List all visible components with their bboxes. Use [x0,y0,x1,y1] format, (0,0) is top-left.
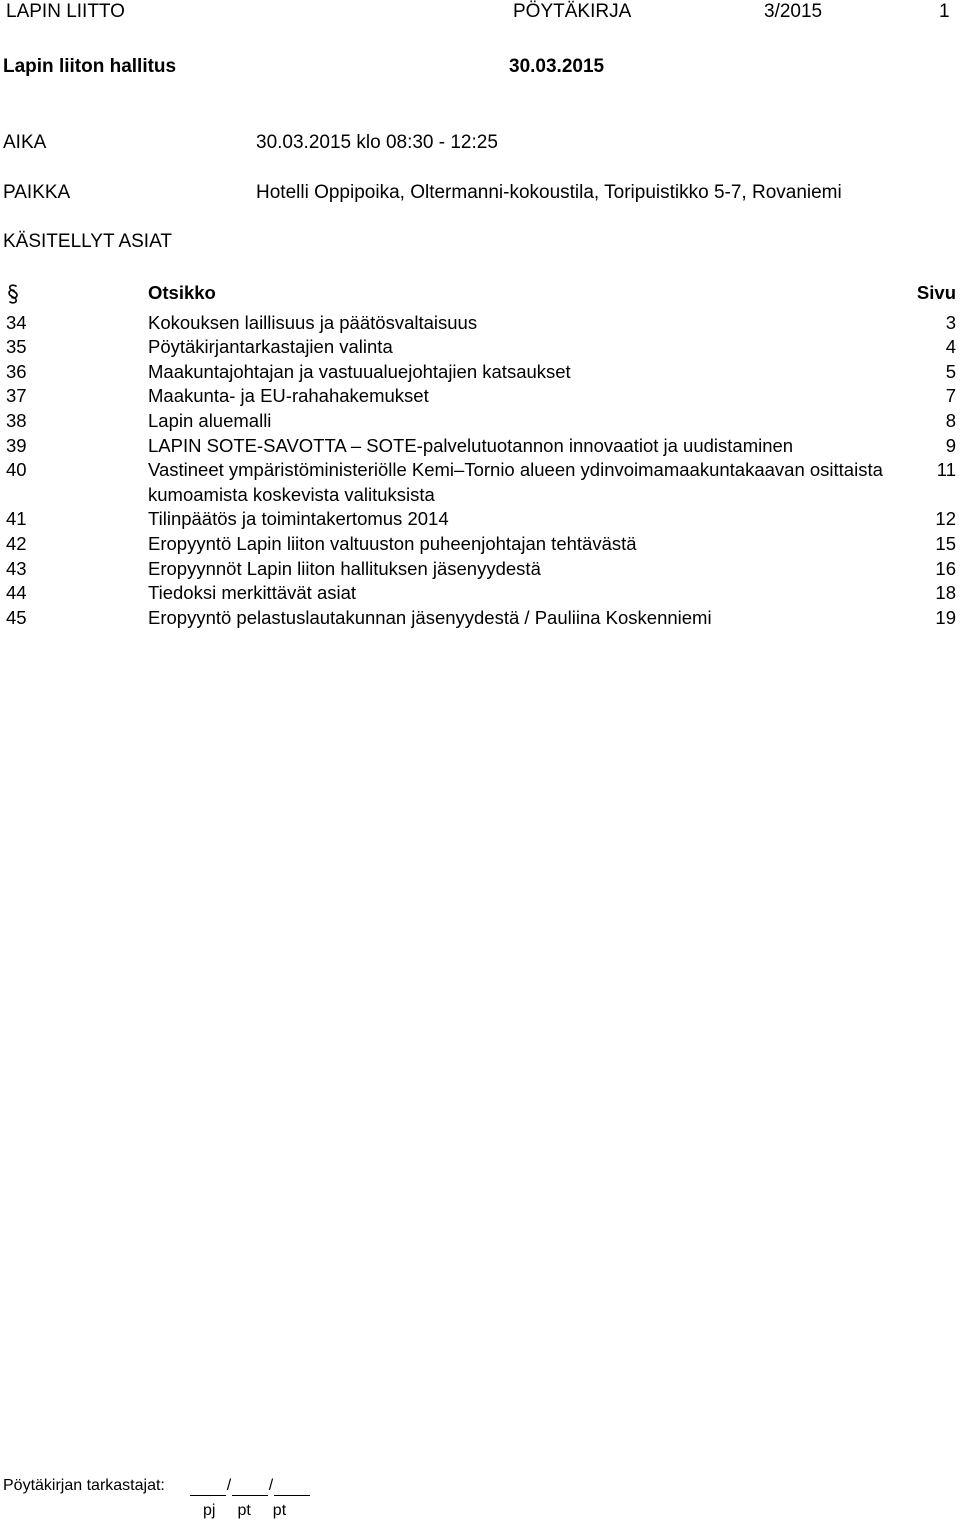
agenda-row [6,384,956,409]
agenda-item-number: 42 [6,532,27,554]
agenda-item-title: Kokouksen laillisuus ja päätösvaltaisuus [148,311,478,333]
agenda-item-number: 37 [6,385,27,407]
agenda-item-page: 8 [945,409,956,431]
agenda-item-page: 9 [945,434,956,456]
place-label: PAIKKA [3,182,71,203]
agenda-item-page: 15 [935,532,956,554]
agenda-row [6,557,956,582]
reviewers-label: Pöytäkirjan tarkastajat: [3,1477,165,1494]
slash-separator: / [226,1477,232,1494]
agenda-item-title: Eropyynnöt Lapin liiton hallituksen jäsenyydestä [148,557,541,579]
board-name: Lapin liiton hallitus [3,56,177,77]
agenda-row [6,532,956,557]
agenda-row [6,360,956,385]
agenda-item-page: 4 [945,336,956,358]
agenda-item-number: 45 [6,606,27,628]
agenda-item-title: Maakunta- ja EU-rahahakemukset [148,385,429,407]
agenda-row [6,409,956,434]
page-number: 1 [939,1,950,22]
agenda-item-page: 5 [945,360,956,382]
agenda-item-page: 16 [935,557,956,579]
agenda-item-page: 19 [935,606,956,628]
agenda-header-row [6,281,956,311]
section-sign-icon [6,284,20,304]
agenda-item-number: 43 [6,557,27,579]
agenda-body [6,311,956,631]
slash-separator: / [268,1477,274,1494]
document-number: 3/2015 [764,1,823,22]
agenda-item-number: 34 [6,311,27,333]
agenda-row [6,311,956,336]
agenda-item-page: 12 [935,508,956,530]
section-heading: KÄSITELLYT ASIAT [3,231,172,252]
document-type: PÖYTÄKIRJA [513,1,632,22]
place-value: Hotelli Oppipoika, Oltermanni-kokoustila, Toripuistikko 5-7, Rovaniemi [256,182,842,203]
agenda-item-title: Lapin aluemalli [148,409,272,431]
signature-lines [190,1476,310,1496]
signature-blank [232,1477,268,1496]
title-column-header: Otsikko [148,282,216,303]
agenda-item-title: Vastineet ympäristöministeriölle Kemi–Tornio alueen ydinvoimamaakuntakaavan osittaista kumoamista koskevista valituksista [148,459,883,505]
agenda-item-title: Pöytäkirjantarkastajien valinta [148,336,393,358]
agenda-item-page: 7 [945,385,956,407]
agenda-table [6,281,956,630]
agenda-item-title: Eropyyntö Lapin liiton valtuuston puheenjohtajan tehtävästä [148,532,637,554]
agenda-item-title: LAPIN SOTE-SAVOTTA – SOTE-palvelutuotannon innovaatiot ja uudistaminen [148,434,794,456]
agenda-row [6,606,956,631]
initial-chair: pj [203,1502,216,1519]
agenda-item-number: 39 [6,434,27,456]
agenda-item-title: Eropyyntö pelastuslautakunnan jäsenyydestä / Pauliina Koskenniemi [148,606,712,628]
agenda-item-title: Tilinpäätös ja toimintakertomus 2014 [148,508,449,530]
agenda-item-page: 11 [936,459,956,481]
number-column-header [6,281,148,311]
agenda-item-number: 44 [6,582,27,604]
initial-reviewer-2: pt [272,1502,287,1519]
signature-blank [190,1477,226,1496]
reviewer-initials [203,1501,308,1521]
time-value: 30.03.2015 klo 08:30 - 12:25 [256,132,498,153]
board-date: 30.03.2015 [509,56,605,77]
agenda-item-number: 35 [6,336,27,358]
agenda-item-title: Maakuntajohtajan ja vastuualuejohtajien katsaukset [148,360,571,382]
agenda-item-page: 3 [945,311,956,333]
organization-name: LAPIN LIITTO [6,1,125,22]
signature-blank [274,1477,310,1496]
agenda-item-number: 36 [6,360,27,382]
agenda-row [6,434,956,459]
agenda-item-number: 38 [6,409,27,431]
page-column-header: Sivu [916,282,956,303]
agenda-item-title: Tiedoksi merkittävät asiat [148,582,357,604]
agenda-row [6,581,956,606]
agenda-item-page: 18 [935,582,956,604]
agenda-row [6,507,956,532]
time-label: AIKA [3,132,47,153]
agenda-row [6,458,956,507]
agenda-item-number: 41 [6,508,27,530]
initial-reviewer-1: pt [237,1502,251,1519]
agenda-row [6,335,956,360]
agenda-item-number: 40 [6,459,27,481]
